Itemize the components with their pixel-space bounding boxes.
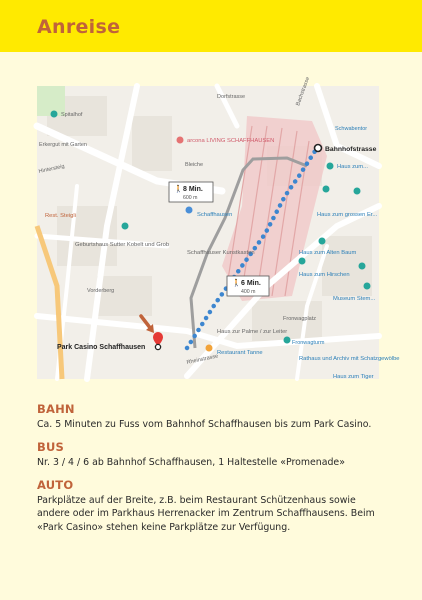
museum-icon (364, 283, 371, 290)
section-text-bahn: Ca. 5 Minuten zu Fuss vom Bahnhof Schaffhausen bis zum Park Casino. (37, 419, 372, 430)
landmark-icon (284, 337, 291, 344)
landmark-icon (354, 188, 361, 195)
page-title: Anreise (37, 16, 121, 38)
label-bleiche: Bleiche (185, 162, 204, 168)
destination-point (155, 344, 160, 349)
poi-schaffhausen: Schaffhausen (197, 212, 233, 218)
poi-tanne: Restaurant Tanne (217, 350, 263, 356)
label-fronwagplatz: Fronwagplatz (283, 316, 317, 322)
label-erkergut: Erkergut mit Garten (39, 142, 87, 148)
header-bar (0, 0, 422, 52)
label-spitalhof: Spitalhof (61, 112, 83, 118)
walk-box-blue (227, 276, 269, 296)
label-vorderberg: Vorderberg (87, 288, 115, 294)
section-title-bus: BUS (37, 440, 64, 454)
start-point (315, 145, 322, 152)
section-bus (37, 440, 383, 469)
section-text-auto: Parkplätze auf der Breite, z.B. beim Restaurant Schützenhaus sowie andere oder im Parkhaus Herrenacker im Zentrum Schaffhausens. Beim «Park Casino» stehen keine Parkplätze zur Verfügung. (37, 495, 375, 533)
poi-grossen: Haus zum grossen Er... (317, 212, 378, 218)
poi-arcona: arcona LIVING SCHAFFHAUSEN (187, 138, 275, 144)
label-schwabentor: Schwabentor (335, 126, 368, 132)
landmark-icon (327, 163, 334, 170)
svg-text:🚶: 🚶 (232, 280, 241, 287)
label-hintersteig: Hintersteig (38, 163, 66, 175)
poi-sutter: Geburtshaus Sutter Kobelt und Grob (75, 242, 170, 248)
poi-steigli: Rest. Steigli (45, 213, 76, 219)
poi-rathaus: Rathaus und Archiv mit Schatzgewölbe (299, 356, 400, 362)
poi-haus-zum: Haus zum... (337, 164, 368, 170)
landmark-icon (51, 111, 58, 118)
route-map[interactable] (37, 76, 400, 380)
section-auto (37, 478, 383, 534)
section-bahn (37, 402, 383, 431)
walk-blue-time: 6 Min. (241, 280, 261, 287)
landmark-icon (122, 223, 129, 230)
walk-green-distance: 600 m (183, 195, 198, 201)
section-text-bus: Nr. 3 / 4 / 6 ab Bahnhof Schaffhausen, 1 Haltestelle «Promenade» (37, 457, 345, 468)
poi-museum: Museum Stem... (333, 296, 376, 302)
label-dorfstrasse: Dorfstrasse (217, 94, 246, 100)
poi-tiger: Haus zum Tiger (333, 374, 374, 380)
walk-blue-distance: 400 m (241, 289, 256, 295)
restaurant-icon (206, 345, 213, 352)
poi-kunstkasten: Schaffhauser Kunstkasten (187, 250, 255, 256)
section-title-auto: AUTO (37, 478, 74, 492)
walk-box-green (169, 182, 213, 202)
poi-alten-baum: Haus zum Alten Baum (299, 250, 357, 256)
start-label: Bahnhofstrasse (325, 146, 377, 153)
walk-green-time: 8 Min. (183, 186, 203, 193)
poi-palme: Haus zur Palme / zur Leiter (217, 329, 288, 335)
landmark-icon (299, 258, 306, 265)
poi-hirschen: Haus zum Hirschen (299, 272, 350, 278)
train-station-icon (186, 207, 193, 214)
hotel-icon (177, 137, 184, 144)
label-rheinstrasse: Rheinstrasse (186, 353, 219, 366)
landmark-icon (359, 263, 366, 270)
section-title-bahn: BAHN (37, 402, 75, 416)
map-canvas (37, 76, 400, 380)
label-bachstrasse: Bachstrasse (295, 76, 312, 107)
label-fronwagturm: Fronwagturm (292, 340, 325, 346)
svg-text:🚶: 🚶 (174, 186, 183, 193)
destination-label: Park Casino Schaffhausen (57, 344, 146, 351)
landmark-icon (319, 238, 326, 245)
landmark-icon (323, 186, 330, 193)
